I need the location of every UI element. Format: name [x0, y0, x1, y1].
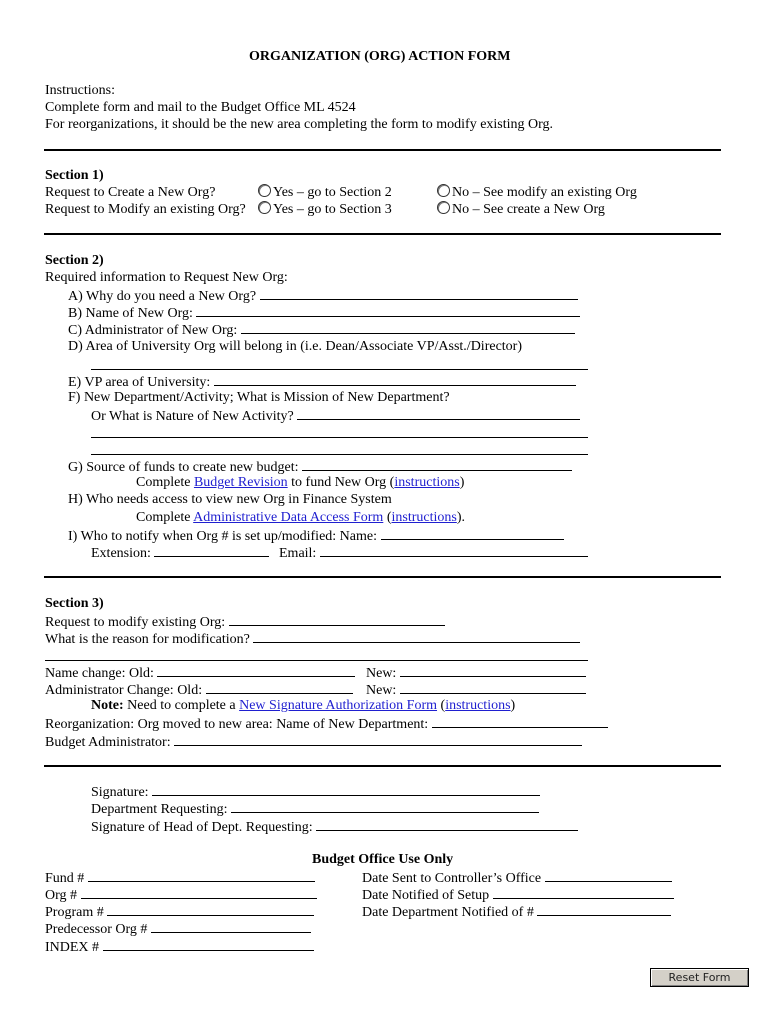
label-f: F) New Department/Activity; What is Mission of New Department?	[68, 390, 450, 405]
fund-input[interactable]	[88, 868, 315, 882]
paren-open: (	[440, 698, 446, 713]
label-f2: Or What is Nature of New Activity?	[91, 409, 294, 424]
field-modify-reason[interactable]	[45, 629, 580, 648]
head-signature-label: Signature of Head of Dept. Requesting:	[91, 820, 313, 835]
modify-org-label: Request to modify existing Org:	[45, 615, 226, 630]
field-head-signature[interactable]	[91, 817, 578, 836]
org-label: Org #	[45, 888, 78, 903]
new-org-name-input[interactable]	[196, 303, 580, 317]
section1-heading: Section 1)	[45, 168, 104, 183]
create-no-radio[interactable]	[437, 184, 450, 197]
new-department-input[interactable]	[432, 714, 608, 728]
budget-admin-label: Budget Administrator:	[45, 735, 171, 750]
date-setup-label: Date Notified of Setup	[362, 888, 490, 903]
field-predecessor[interactable]	[45, 919, 311, 938]
signature-instructions-link[interactable]: instructions	[445, 698, 511, 713]
date-setup-input[interactable]	[493, 885, 674, 899]
budget-revision-note	[136, 474, 464, 491]
create-yes-radio[interactable]	[258, 184, 271, 197]
form-title: ORGANIZATION (ORG) ACTION FORM	[249, 49, 511, 64]
modify-no-radio[interactable]	[437, 201, 450, 214]
nature-activity-input[interactable]	[297, 406, 580, 420]
budget-revision-link[interactable]: Budget Revision	[193, 475, 288, 490]
label-c: C) Administrator of New Org:	[68, 323, 238, 338]
modify-reason-input[interactable]	[253, 629, 580, 643]
field-reorganization[interactable]	[45, 714, 608, 733]
budget-revision-instructions-link[interactable]: instructions	[394, 475, 460, 490]
program-input[interactable]	[107, 902, 314, 916]
section-divider	[44, 765, 721, 767]
signature-note	[91, 697, 515, 714]
admin-change-new-input[interactable]	[400, 680, 586, 694]
email-label: Email:	[279, 546, 317, 561]
label-d: D) Area of University Org will belong in (i.e. Dean/Associate VP/Asst./Director)	[68, 339, 523, 354]
name-change-old-input[interactable]	[157, 663, 355, 677]
notify-name-input[interactable]	[381, 526, 564, 540]
label-a: A) Why do you need a New Org?	[68, 289, 257, 304]
modify-reason-line[interactable]	[45, 660, 588, 661]
data-access-note	[136, 509, 465, 526]
predecessor-label: Predecessor Org #	[45, 922, 148, 937]
field-extension[interactable]	[91, 543, 269, 562]
section3-heading: Section 3)	[45, 596, 104, 611]
fund-text: to fund New Org (	[291, 475, 395, 490]
modify-org-input[interactable]	[229, 612, 445, 626]
area-input[interactable]	[91, 369, 588, 370]
label-e: E) VP area of University:	[68, 375, 211, 390]
why-new-org-input[interactable]	[260, 286, 578, 300]
instructions-heading: Instructions:	[45, 83, 115, 98]
date-dept-label: Date Department Notified of #	[362, 905, 534, 920]
admin-change-label: Administrator Change: Old:	[45, 683, 203, 698]
modify-yes-radio[interactable]	[258, 201, 271, 214]
index-label: INDEX #	[45, 940, 100, 955]
label-h: H) Who needs access to view new Org in Finance System	[68, 492, 392, 507]
new-label: New:	[366, 666, 397, 681]
paren-open: (	[386, 510, 392, 525]
modify-question: Request to Modify an existing Org?	[45, 202, 246, 217]
mission-input-line[interactable]	[91, 437, 588, 438]
reset-form-button[interactable]: Reset Form	[650, 968, 749, 987]
program-label: Program #	[45, 905, 104, 920]
index-input[interactable]	[103, 937, 314, 951]
dept-requesting-label: Department Requesting:	[91, 802, 228, 817]
section-divider	[44, 149, 721, 151]
create-yes-option[interactable]	[258, 184, 392, 201]
section-divider	[44, 233, 721, 235]
modify-no-option[interactable]	[437, 201, 605, 218]
section2-heading: Section 2)	[45, 253, 104, 268]
signature-label: Signature:	[91, 785, 149, 800]
date-sent-input[interactable]	[545, 868, 672, 882]
org-input[interactable]	[81, 885, 317, 899]
note-label: Note:	[91, 698, 124, 713]
create-no-option[interactable]	[437, 184, 637, 201]
field-administrator[interactable]	[68, 320, 575, 339]
budget-office-heading: Budget Office Use Only	[312, 852, 454, 867]
fund-label: Fund #	[45, 871, 85, 886]
name-change-label: Name change: Old:	[45, 666, 154, 681]
data-access-instructions-link[interactable]: instructions	[391, 510, 457, 525]
modify-no-label: No – See create a New Org	[452, 202, 605, 217]
email-input[interactable]	[320, 543, 588, 557]
modify-yes-label: Yes – go to Section 3	[273, 202, 392, 217]
budget-admin-input[interactable]	[174, 732, 582, 746]
paren-close: )	[510, 698, 516, 713]
label-b: B) Name of New Org:	[68, 306, 193, 321]
field-budget-admin[interactable]	[45, 732, 582, 751]
create-no-label: No – See modify an existing Org	[452, 185, 637, 200]
label-g: G) Source of funds to create new budget:	[68, 460, 299, 475]
field-nature-activity[interactable]	[91, 406, 580, 425]
admin-change-old-input[interactable]	[206, 680, 353, 694]
mission-input-line[interactable]	[91, 454, 588, 455]
note-text: Need to complete a	[127, 698, 236, 713]
head-signature-input[interactable]	[316, 817, 578, 831]
modify-yes-option[interactable]	[258, 201, 392, 218]
instructions-line-2: For reorganizations, it should be the new area completing the form to modify existing Org.	[45, 117, 554, 132]
field-email[interactable]	[279, 543, 588, 562]
signature-authorization-link[interactable]: New Signature Authorization Form	[239, 698, 438, 713]
date-sent-label: Date Sent to Controller’s Office	[362, 871, 542, 886]
date-dept-input[interactable]	[537, 902, 671, 916]
new-label: New:	[366, 683, 397, 698]
field-date-dept-notified[interactable]	[362, 902, 671, 921]
dept-requesting-input[interactable]	[231, 799, 539, 813]
data-access-form-link[interactable]: Administrative Data Access Form	[193, 510, 384, 525]
paren-close: ).	[456, 510, 465, 525]
name-change-new-input[interactable]	[400, 663, 586, 677]
create-question: Request to Create a New Org?	[45, 185, 216, 200]
administrator-input[interactable]	[241, 320, 575, 334]
label-i: I) Who to notify when Org # is set up/modified: Name:	[68, 529, 377, 544]
extension-input[interactable]	[154, 543, 269, 557]
complete-text: Complete	[136, 510, 191, 525]
funds-source-input[interactable]	[302, 457, 572, 471]
section2-intro: Required information to Request New Org:	[45, 270, 288, 285]
predecessor-input[interactable]	[151, 919, 311, 933]
section-divider	[44, 576, 721, 578]
instructions-line-1: Complete form and mail to the Budget Office ML 4524	[45, 100, 356, 115]
extension-label: Extension:	[91, 546, 151, 561]
reason-label: What is the reason for modification?	[45, 632, 250, 647]
paren-close: )	[459, 475, 465, 490]
reorg-label: Reorganization: Org moved to new area: Name of New Department:	[45, 717, 429, 732]
signature-input[interactable]	[152, 782, 540, 796]
field-dept-requesting[interactable]	[91, 799, 539, 818]
vp-area-input[interactable]	[214, 372, 576, 386]
field-index[interactable]	[45, 937, 314, 956]
complete-text: Complete	[136, 475, 191, 490]
create-yes-label: Yes – go to Section 2	[273, 185, 392, 200]
